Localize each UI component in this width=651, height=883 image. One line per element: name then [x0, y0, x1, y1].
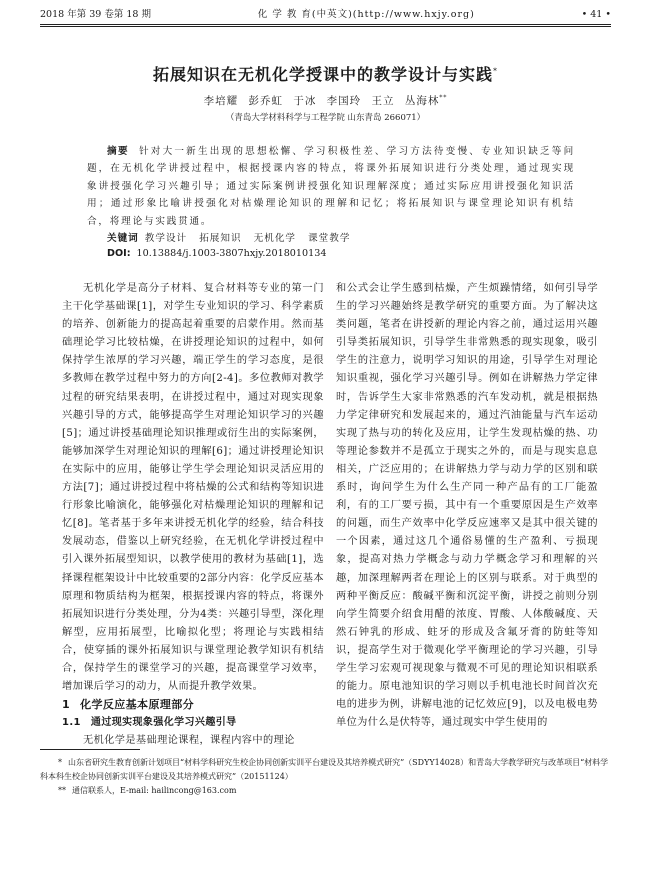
- abstract: [87, 143, 575, 230]
- body-column-left: [62, 280, 324, 750]
- title-text: 拓展知识在无机化学授课中的教学设计与实践: [152, 65, 493, 84]
- footnote-funding-text: 山东省研究生教育创新计划项目“材料学科研究生校企协同创新实训平台建设及其培养模式研究”（SDYY14028）和青岛大学教学研究与改革项目“材料学科本科生校企协同创新实训平台建设及其培养模式研究”（20151124）: [40, 758, 609, 781]
- affiliation: （青岛大学材料科学与工程学院 山东青岛 266071）: [225, 113, 426, 123]
- footnote-contact-mark: **: [58, 786, 66, 795]
- header-rule-thin: [40, 26, 611, 27]
- header-issue: 2018 年第 39 卷第 18 期: [40, 9, 151, 20]
- section-heading: [62, 696, 324, 714]
- footnote-rule: [40, 749, 140, 750]
- footnote-funding: [40, 756, 611, 784]
- keywords-text: 教学设计 拓展知识 无机化学 课堂教学: [144, 233, 351, 244]
- intro-paragraph: 无机化学是高分子材料、复合材料等专业的第一门主干化学基础课[1]，对学生专业知识的学习、科学素质的培养、创新能力的提高起着重要的启蒙作用。然而基础理论学习比较枯燥，在讲授理论知识的过程中，如何保持学生浓厚的学习兴趣，端正学生的学习态度，是很多教师在教学过程中努力的方向[2-4]。多位教师对教学过程的研究结果表明，在讲授过程中，通过对现实现象兴趣引导的方式，能够提高学生对理论知识学习的兴趣[5]；通过讲授基础理论知识推理或衍生出的实际案例，能够加深学生对理论知识的理解[6]；通过讲授理论知识在实际中的应用，能够让学生学会理论知识灵活应用的方法[7]；通过讲授过程中将枯燥的公式和结构等知识进行形象比喻演化，能够强化对枯燥理论知识的理解和记忆[8]。笔者基于多年来讲授无机化学的经验，结合科技发展动态，借鉴以上研究经验，在无机化学讲授过程中引入课外拓展型知识，以教学使用的教材为基础[1]，选择课程框架设计中比较重要的2部分内容：化学反应基本原理和物质结构为框架，根据授课内容的特点，将课外拓展知识进行分类处理，分为4类：兴趣引导型，深化理解型，应用拓展型，比喻拟化型；将理论与实践相结合，使穿插的课外拓展知识与课堂理论教学知识有机结合，保持学生的课堂学习的兴趣，提高课堂学习效率，增加课后学习的动力，从而提升教学效果。: [62, 283, 324, 693]
- header-page-number: • 41 •: [581, 9, 611, 20]
- section-title: 化学反应基本原理部分: [80, 698, 195, 712]
- footnote-contact: [40, 784, 611, 798]
- footnote-funding-mark: *: [58, 758, 62, 767]
- subsection-paragraph: 无机化学是基础理论课程，课程内容中的理论: [83, 735, 295, 747]
- running-header: [40, 6, 611, 20]
- body-column-right: [336, 280, 598, 732]
- doi-text: 10.13884/j.1003-3807hxjy.2018010134: [136, 248, 327, 259]
- subsection-number: 1.1: [62, 717, 81, 729]
- footnotes: [40, 756, 611, 798]
- header-rule-thick: [40, 24, 611, 25]
- section-number: 1: [62, 698, 71, 712]
- doi-label: DOI:: [107, 248, 131, 259]
- author-list: [0, 93, 651, 108]
- footnote-contact-text: 通信联系人，E-mail: hailincong@163.com: [72, 786, 237, 795]
- keywords: [107, 230, 350, 244]
- abstract-label: 摘要: [107, 146, 129, 157]
- doi: [107, 248, 326, 259]
- article-title: [0, 62, 651, 85]
- abstract-text: 针对大一新生出现的思想松懈、学习积极性差、学习方法待变慢、专业知识缺乏等问题，在无机化学讲授过程中，根据授课内容的特点，将课外拓展知识进行分类处理，通过现实现象讲授强化学习兴趣引导；通过实际案例讲授强化知识理解深度；通过实际应用讲授强化知识活用；通过形象比喻讲授强化对枯燥理论知识的理解和记忆；将拓展知识与课堂理论知识有机结合，将理论与实践贯通。: [87, 146, 575, 227]
- header-journal: 化 学 教 育(中英文)(http://www.hxjy.org): [257, 9, 475, 20]
- author-footnote-mark: **: [439, 94, 448, 102]
- title-footnote-mark: *: [493, 66, 498, 76]
- keywords-label: 关键词: [107, 233, 139, 244]
- subsection-heading: [62, 714, 324, 732]
- continued-paragraph: 和公式会让学生感到枯燥，产生烦躁情绪，如何引导学生的学习兴趣始终是教学研究的重要方面。为了解决这类问题，笔者在讲授新的理论内容之前，通过运用兴趣引导类拓展知识，引导学生非常熟悉的现实现象，吸引学生的注意力，说明学习知识的用途，引导学生对理论知识重视，强化学习兴趣引导。例如在讲解热力学定律时，告诉学生大家非常熟悉的汽车发动机，就是根据热力学定律研究和发展起来的，通过汽油能量与汽车运动实现了热与功的转化及应用，让学生发现枯燥的热、功等理论参数并不是孤立于现实之外的，而是与现实息息相关，广泛应用的；在讲解热力学与动力学的区别和联系时，询问学生为什么生产同一种产品有的工厂能盈利，有的工厂要亏损，其中有一个重要原因是生产效率的问题，而生产效率中化学反应速率又是其中很关键的一个因素，通过这几个通俗易懂的生产盈利、亏损现象，提高对热力学概念与动力学概念学习和理解的兴趣，加深理解两者在理论上的区别与联系。对于典型的两种平衡反应：酸碱平衡和沉淀平衡，讲授之前则分别向学生简要介绍食用醋的浓度、胃酸、人体酸碱度、天然石钟乳的形成、蛀牙的形成及含氟牙膏的防蛀等知识，提高学生对于微观化学平衡理论的学习兴趣，引导学生学习宏观可视现象与微观不可见的理论知识相联系的能力。原电池知识的学习则以手机电池长时间首次充电的进步为例，讲解电池的记忆效应[9]，以及电极电势单位为什么是伏特等，通过现实中学生使用的: [336, 283, 598, 729]
- authors-text: 李培耀 彭乔虹 于冰 李国玲 王立 丛海林: [203, 95, 440, 107]
- subsection-title: 通过现实现象强化学习兴趣引导: [90, 717, 237, 729]
